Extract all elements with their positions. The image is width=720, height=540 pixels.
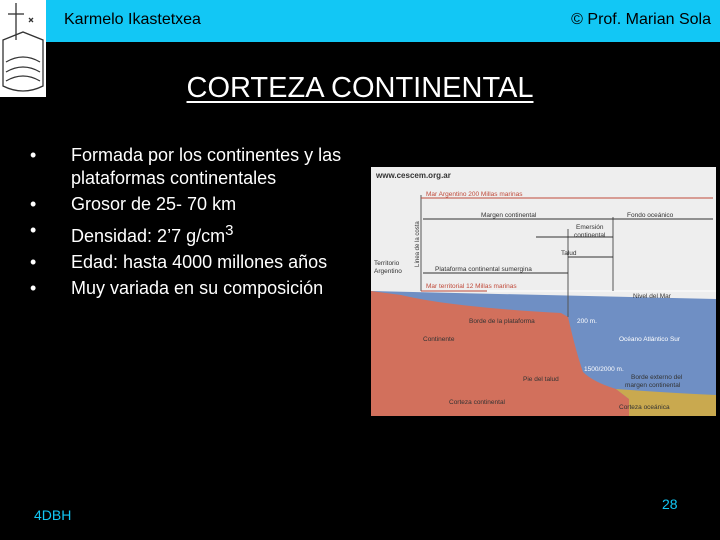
label-linea-costa: Línea de la costa (415, 221, 421, 267)
label-plataforma: Plataforma continental sumergina (435, 266, 532, 273)
label-margen-continental: Margen continental (481, 212, 537, 219)
label-borde-externo-line2: margen continental (625, 382, 681, 389)
bullet-marker: • (30, 194, 37, 214)
label-mar-argentino: Mar Argentino 200 Millas marinas (426, 191, 523, 198)
label-corteza-continental: Corteza continental (449, 399, 506, 406)
label-corteza-oceanica: Corteza oceánica (619, 404, 670, 411)
slide-title: CORTEZA CONTINENTAL (186, 72, 534, 104)
bullet-marker: • (30, 278, 37, 298)
bullet-item (30, 193, 360, 216)
bullet-text: Densidad: 2’7 g/cm (71, 226, 226, 246)
label-territorio-line1: Territorio (374, 260, 400, 267)
school-name: Karmelo Ikastetxea (64, 11, 201, 28)
bullet-marker: • (30, 145, 37, 165)
label-depth-1500: 1500/2000 m. (584, 366, 624, 373)
label-oceano: Océano Atlántico Sur (619, 336, 681, 343)
bullet-item (30, 251, 360, 274)
page-number: 28 (662, 496, 678, 512)
bullet-superscript: 3 (225, 222, 234, 239)
bullet-marker: • (30, 220, 37, 240)
label-depth-200: 200 m. (577, 318, 597, 325)
course-label: 4DBH (34, 507, 72, 523)
bullet-text: Grosor de 25- 70 km (71, 194, 237, 214)
diagram-website: www.cescem.org.ar (376, 171, 451, 180)
label-nivel-mar: Nivel del Mar (633, 293, 671, 300)
bullet-item (30, 144, 360, 190)
header-bar (0, 0, 720, 42)
label-continente: Continente (423, 336, 455, 343)
label-territorio-line2: Argentino (374, 268, 402, 275)
label-fondo-oceanico: Fondo oceánico (627, 212, 674, 219)
label-mar-territorial: Mar territorial 12 Millas marinas (426, 283, 517, 290)
author-credit: © Prof. Marian Sola (571, 11, 711, 28)
bullet-text: Edad: hasta 4000 millones años (71, 252, 328, 272)
bullet-text: Formada por los continentes y las plataformas continentales (71, 145, 342, 188)
label-borde-externo-line1: Borde externo del (631, 374, 683, 381)
bullet-list (30, 144, 360, 303)
label-pie-talud: Pie del talud (523, 376, 559, 383)
label-emersion-line1: Emersión (576, 224, 604, 231)
bullet-item (30, 219, 360, 248)
continental-margin-diagram (371, 167, 716, 416)
label-emersion-line2: continental (574, 232, 606, 239)
bullet-text: Muy variada en su composición (71, 278, 324, 298)
label-borde-plataforma: Borde de la plataforma (469, 318, 535, 325)
bullet-marker: • (30, 252, 37, 272)
label-talud: Talud (561, 250, 577, 257)
bullet-item (30, 277, 360, 300)
